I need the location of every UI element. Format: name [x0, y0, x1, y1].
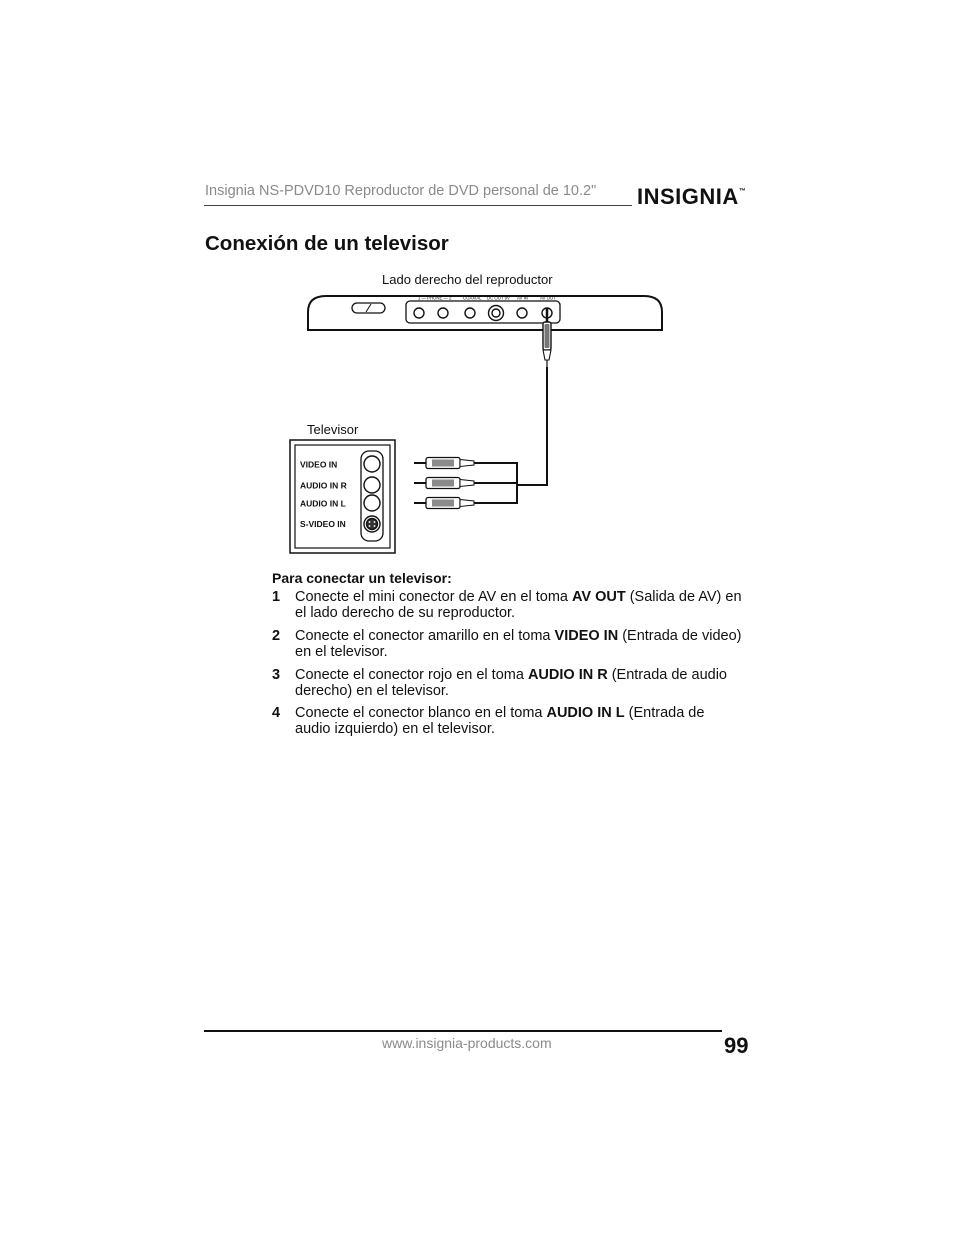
step-keyword: AUDIO IN L [546, 705, 625, 721]
step-number: 4 [272, 705, 281, 721]
step-text: (Entrada de audio izquierdo) en el televisor. [295, 705, 705, 737]
footer-rule [204, 1030, 722, 1032]
player-caption: Lado derecho del reproductor [382, 272, 553, 287]
rca-plug-white-icon [414, 498, 474, 509]
player-port-panel [406, 301, 560, 323]
step-text: (Entrada de audio derecho) en el televisor. [295, 667, 727, 699]
tv-label-video-in: VIDEO IN [300, 459, 338, 470]
step-1 [272, 590, 742, 621]
section-title: Conexión de un televisor [205, 232, 449, 255]
step-2 [272, 629, 742, 660]
step-text: (Salida de AV) en el lado derecho de su reproductor. [295, 589, 742, 621]
logo-trademark: ™ [738, 188, 747, 195]
av-cable [517, 367, 547, 485]
dc-out-jack-icon [489, 306, 504, 321]
step-text: (Entrada de video) en el televisor. [295, 628, 742, 660]
tv-audio-in-r-jack-icon [364, 477, 380, 493]
connection-diagram [0, 0, 954, 600]
step-number: 1 [272, 589, 281, 605]
player-eject-slot-icon [352, 303, 385, 313]
step-keyword: AUDIO IN R [527, 667, 608, 683]
step-text: Conecte el mini conector de AV en el toma [295, 589, 572, 605]
step-3 [272, 668, 742, 699]
step-text: Conecte el conector amarillo en el toma [295, 628, 555, 644]
port-label-av-in: AV IN [517, 295, 528, 301]
step-keyword: VIDEO IN [554, 628, 619, 644]
procedure-title: Para conectar un televisor: [272, 570, 452, 586]
footer-url: www.insignia-products.com [382, 1035, 552, 1051]
step-keyword: AV OUT [572, 589, 626, 605]
running-title: Insignia NS-PDVD10 Reproductor de DVD personal de 10.2" [205, 183, 597, 199]
tv-label-audio-in-r: AUDIO IN R [300, 480, 347, 491]
phone-2-jack-icon [438, 308, 448, 318]
tv-label-audio-in-l: AUDIO IN L [300, 498, 346, 509]
step-text: Conecte el conector rojo en el toma [295, 667, 528, 683]
logo-text: INSIGNIA [637, 184, 739, 209]
step-4 [272, 706, 742, 737]
rca-plug-red-icon [414, 478, 474, 489]
rca-plug-yellow-icon [414, 458, 474, 469]
step-number: 2 [272, 628, 281, 644]
tv-video-in-jack-icon [364, 456, 380, 472]
port-label-dc-out: DC OUT 9V [487, 295, 510, 301]
tv-s-video-jack-icon [364, 516, 380, 532]
tv-caption: Televisor [307, 422, 359, 437]
tv-label-s-video-in: S-VIDEO IN [300, 519, 346, 529]
av-in-jack-icon [517, 308, 527, 318]
port-label-coaxial: COAXIAL [463, 295, 482, 301]
port-label-phone: 1 — PHONE — 2 [418, 295, 452, 301]
tv-audio-in-l-jack-icon [364, 495, 380, 511]
step-text: Conecte el conector blanco en el toma [295, 705, 547, 721]
coaxial-jack-icon [465, 308, 475, 318]
page-number: 99 [724, 1033, 749, 1058]
phone-1-jack-icon [414, 308, 424, 318]
port-label-av-out: AV OUT [540, 295, 556, 301]
step-number: 3 [272, 667, 281, 683]
